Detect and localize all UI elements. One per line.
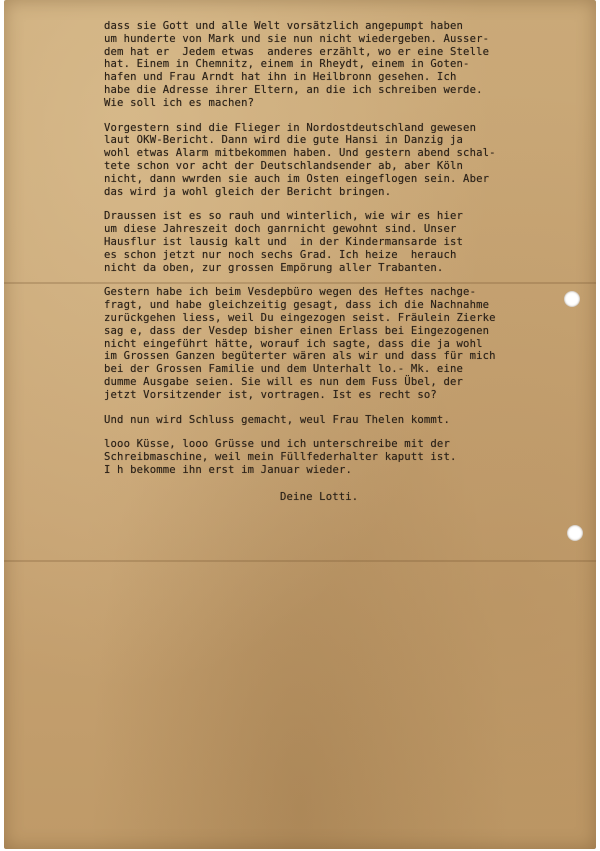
paragraph-5: [104, 414, 544, 427]
text-line: dumme Ausgabe seien. Sie will es nun dem Fuss Übel, der: [104, 375, 464, 388]
text-line: es schon jetzt nur noch sechs Grad. Ich heize herauch: [104, 248, 457, 261]
letter-body: [104, 20, 544, 504]
text-line: im Grossen Ganzen begüterter wären als wir und dass für mich: [104, 350, 496, 363]
text-line: I h bekomme ihn erst im Januar wieder.: [104, 463, 353, 476]
text-line: Und nun wird Schluss gemacht, weul Frau Thelen kommt.: [104, 413, 450, 426]
text-line: hafen und Frau Arndt hat ihn in Heilbronn gesehen. Ich: [104, 71, 457, 84]
text-line: nicht eingeführt hätte, worauf ich sagte, dass die ja wohl: [104, 337, 483, 350]
punch-hole: [564, 291, 580, 307]
paragraph-6: [104, 438, 544, 476]
text-line: habe die Adresse ihrer Eltern, an die ich schreiben werde.: [104, 83, 483, 96]
text-line: jetzt Vorsitzender ist, vortragen. Ist es recht so?: [104, 388, 437, 401]
signature: Deine Lotti.: [280, 490, 359, 503]
text-line: Schreibmaschine, weil mein Füllfederhalter kaputt ist.: [104, 451, 457, 464]
text-line: Hausflur ist lausig kalt und in der Kindermansarde ist: [104, 235, 464, 248]
paragraph-1: [104, 20, 544, 110]
text-line: hat. Einem in Chemnitz, einem in Rheydt, einem in Goten-: [104, 58, 470, 71]
text-line: dem hat er Jedem etwas anderes erzählt, wo er eine Stelle: [104, 45, 490, 58]
punch-hole: [567, 525, 583, 541]
text-line: fragt, und habe gleichzeitig gesagt, dass ich die Nachnahme: [104, 299, 490, 312]
text-line: Draussen ist es so rauh und winterlich, wie wir es hier: [104, 210, 464, 223]
text-line: laut OKW-Bericht. Dann wird die gute Hansi in Danzig ja: [104, 134, 464, 147]
text-line: Vorgestern sind die Flieger in Nordostdeutschland gewesen: [104, 121, 477, 134]
text-line: wohl etwas Alarm mitbekommen haben. Und gestern abend schal-: [104, 147, 496, 160]
text-line: dass sie Gott und alle Welt vorsätzlich angepumpt haben: [104, 20, 464, 32]
text-line: das wird ja wohl gleich der Bericht bringen.: [104, 185, 392, 198]
text-line: tete schon vor acht der Deutschlandsender ab, aber Köln: [104, 159, 464, 172]
text-line: nicht da oben, zur grossen Empörung aller Trabanten.: [104, 261, 444, 274]
text-line: nicht, dann wwrden sie auch im Osten eingeflogen sein. Aber: [104, 172, 490, 185]
text-line: sag e, dass der Vesdep bisher einen Erlass bei Eingezogenen: [104, 324, 490, 337]
text-line: bei der Grossen Familie und dem Unterhalt lo.- Mk. eine: [104, 363, 464, 376]
paper-fold-line: [4, 560, 596, 562]
text-line: um diese Jahreszeit doch ganrnicht gewohnt sind. Unser: [104, 223, 457, 236]
text-line: Gestern habe ich beim Vesdepbüro wegen des Heftes nachge-: [104, 286, 477, 299]
text-line: Wie soll ich es machen?: [104, 96, 255, 109]
text-line: looo Küsse, looo Grüsse und ich unterschreibe mit der: [104, 438, 450, 451]
paragraph-4: [104, 286, 544, 401]
paragraph-3: [104, 210, 544, 274]
paragraph-2: [104, 122, 544, 199]
text-line: um hunderte von Mark und sie nun nicht wiedergeben. Ausser-: [104, 32, 490, 45]
text-line: zurückgehen liess, weil Du eingezogen seist. Fräulein Zierke: [104, 311, 496, 324]
